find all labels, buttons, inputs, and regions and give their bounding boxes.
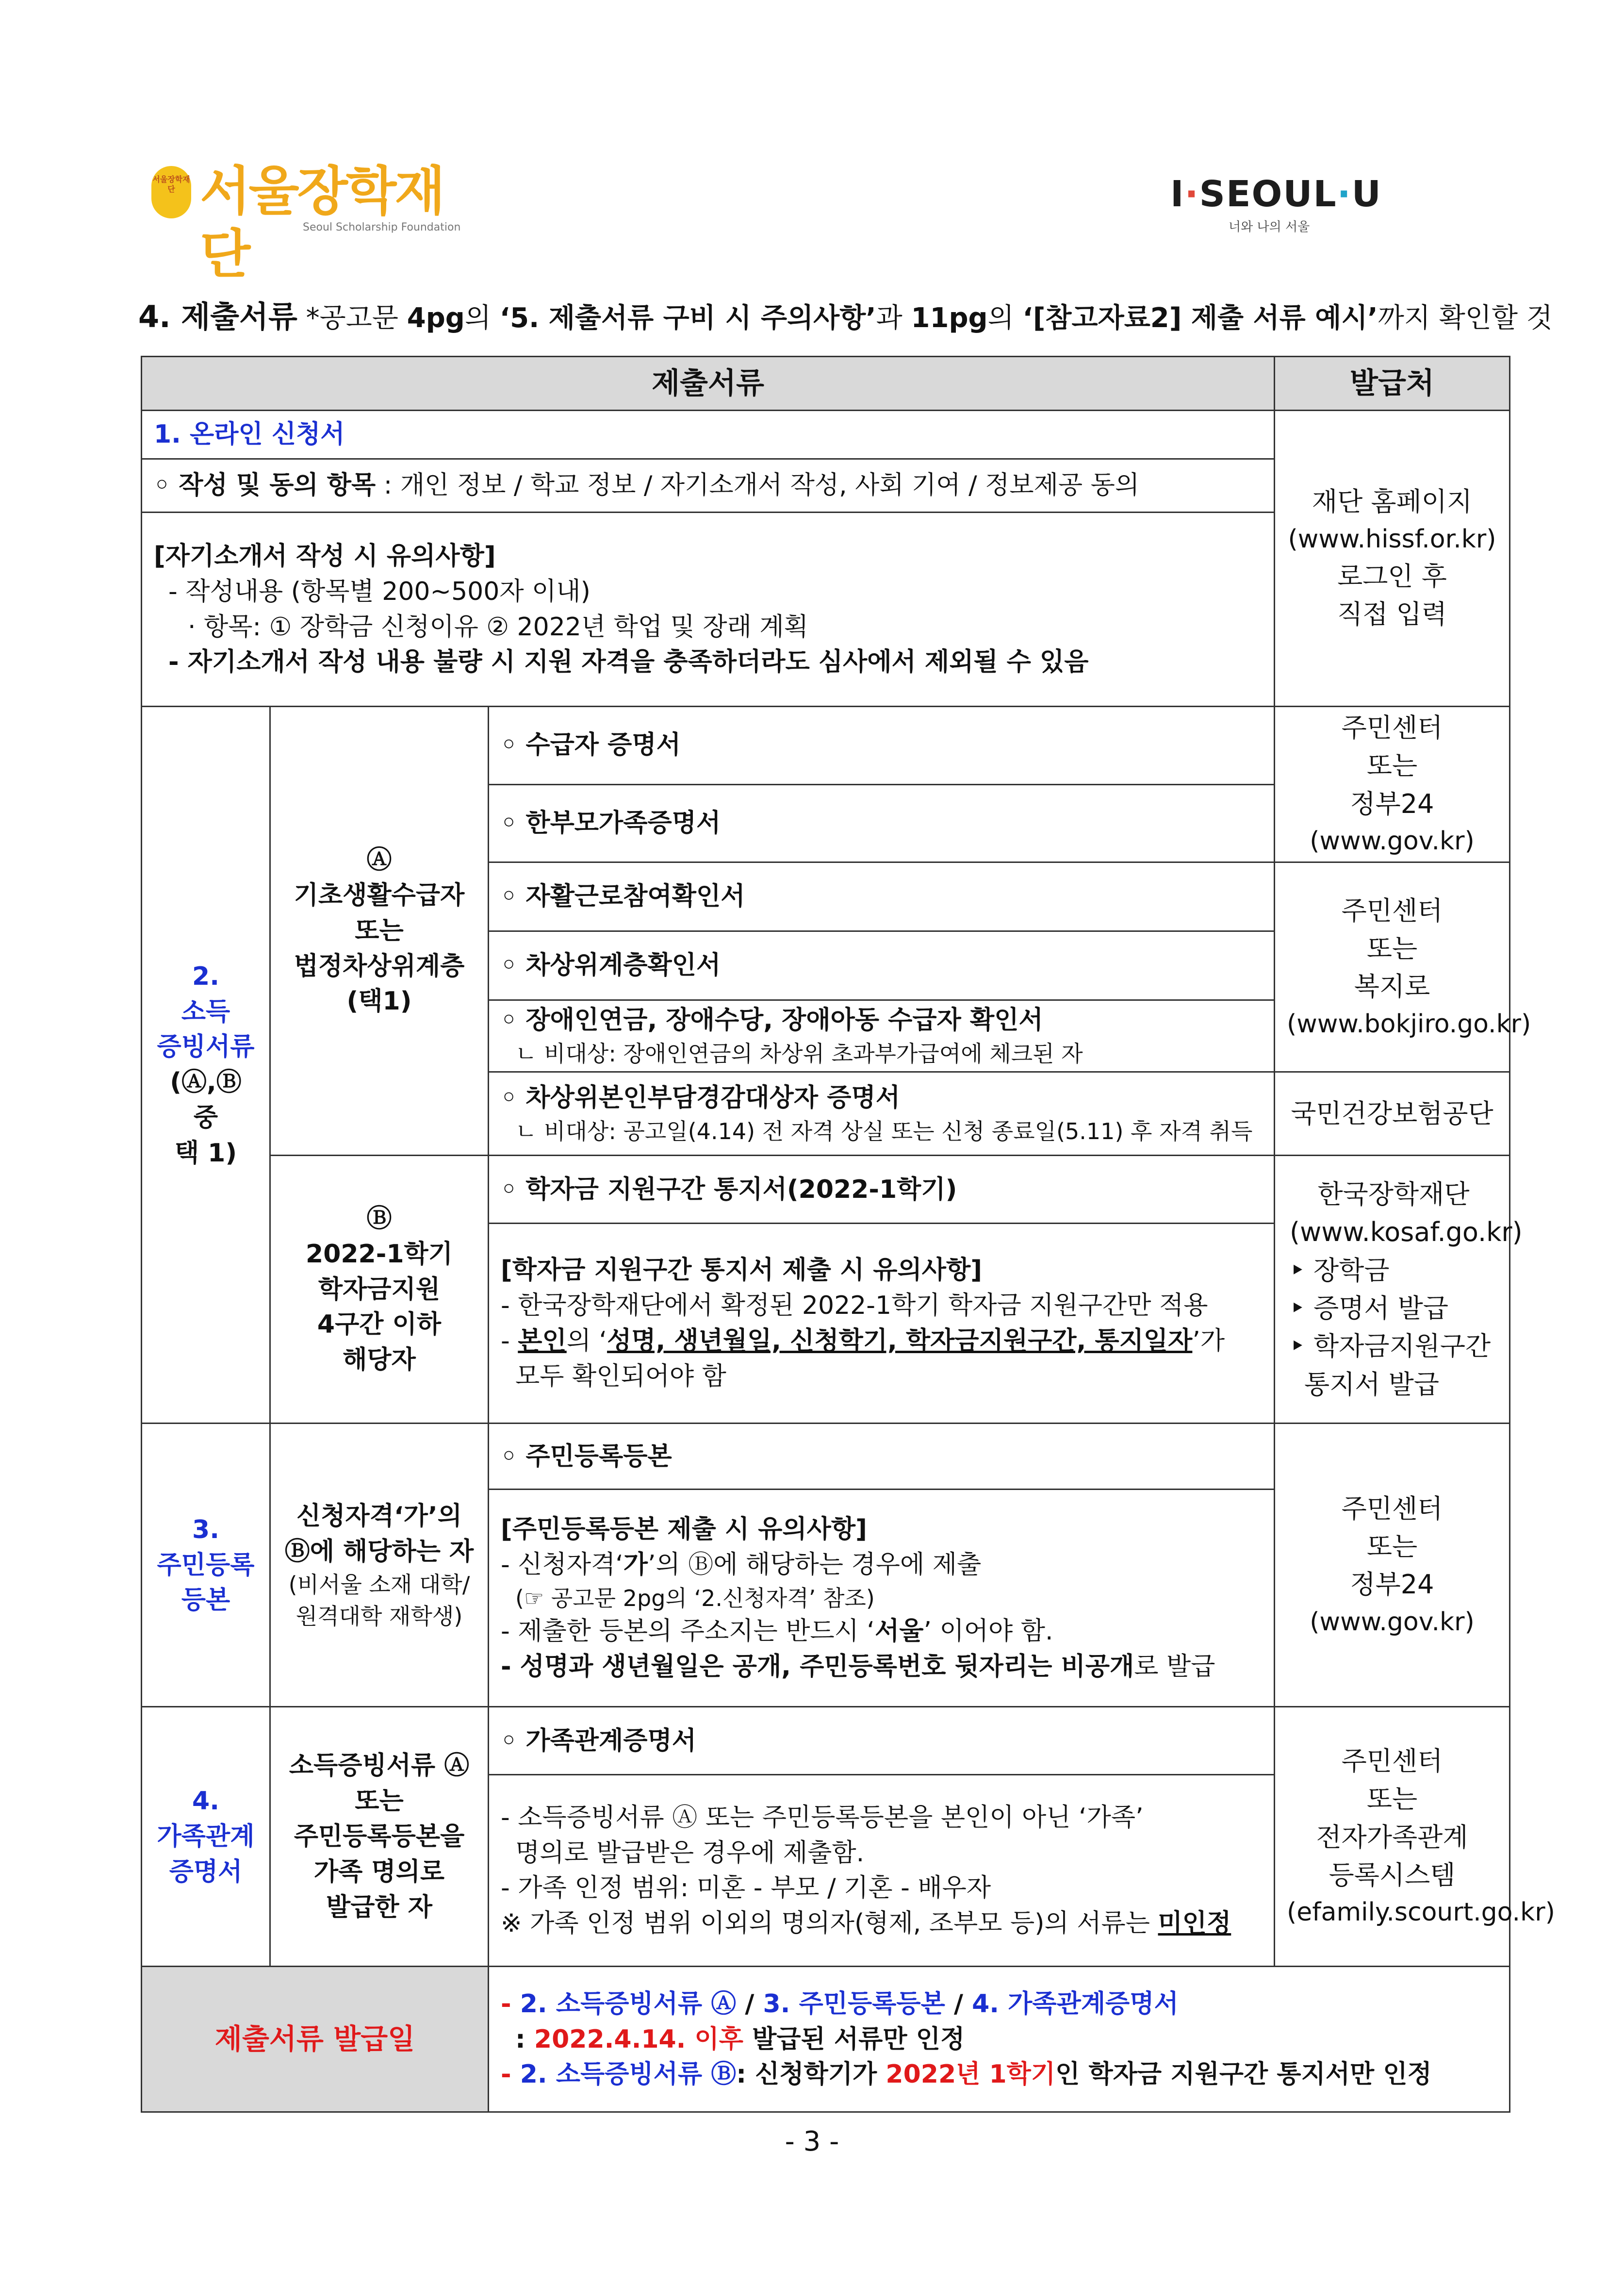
s2-issuer-a1: 주민센터 또는 정부24 (www.gov.kr) bbox=[1275, 707, 1510, 862]
table-row bbox=[142, 411, 1510, 459]
s2-group-b: Ⓑ 2022-1학기 학자금지원 4구간 이하 해당자 bbox=[270, 1156, 489, 1424]
s2-doc-near-poverty: ◦ 차상위계층확인서 bbox=[489, 931, 1275, 1000]
i-seoul-u-wordmark: I·SEOUL·U bbox=[1170, 173, 1382, 215]
s4-eligibility: 소득증빙서류 Ⓐ 또는 주민등록등본을 가족 명의로 발급한 자 bbox=[270, 1707, 489, 1967]
s2-issuer-b: 한국장학재단 (www.kosaf.go.kr) ‣ 장학금 ‣ 증명서 발급 ‣ 학자금지원구간 통지서 발급 bbox=[1275, 1156, 1510, 1424]
table-header-row bbox=[142, 357, 1510, 411]
i-seoul-u-subtitle: 너와 나의 서울 bbox=[1229, 220, 1310, 234]
header-documents: 제출서류 bbox=[142, 357, 1275, 411]
i-seoul-u-logo bbox=[1170, 172, 1394, 240]
s4-doc-family-relation: ◦ 가족관계증명서 bbox=[489, 1707, 1275, 1775]
s2-b-notes: [학자금 지원구간 통지서 제출 시 유의사항] - 한국장학재단에서 확정된 2022-1학기 학자금 지원구간만 적용 - 본인의 ‘성명, 생년월일, 신청학기, 학자금지원구간, 통지일자’가 모두 확인되어야 함 bbox=[489, 1224, 1275, 1424]
s2-doc-self-support: ◦ 자활근로참여확인서 bbox=[489, 862, 1275, 931]
s5-issue-date-rules: - 2. 소득증빙서류 Ⓐ / 3. 주민등록등본 / 4. 가족관계증명서 : 2022.4.14. 이후 발급된 서류만 인정 - 2. 소득증빙서류 Ⓑ: 신청학기가 2022년 1학기인 학자금 지원구간 통지서만 인정 bbox=[489, 1967, 1510, 2112]
header-issuer: 발급처 bbox=[1275, 357, 1510, 411]
s5-label: 제출서류 발급일 bbox=[142, 1967, 489, 2112]
s2-doc-recipient-certificate: ◦ 수급자 증명서 bbox=[489, 707, 1275, 785]
s1-title: 1. 온라인 신청서 bbox=[142, 411, 1275, 459]
table-row bbox=[142, 1707, 1510, 1775]
table-row bbox=[142, 1424, 1510, 1490]
section-heading: 4. 제출서류 *공고문 4pg의 ‘5. 제출서류 구비 시 주의사항’과 11pg의 ‘[참고자료2] 제출 서류 예시’까지 확인할 것 bbox=[138, 299, 1553, 334]
s2-doc-disability: ◦ 장애인연금, 장애수당, 장애아동 수급자 확인서 ㄴ 비대상: 장애인연금의 차상위 초과부가급여에 체크된 자 bbox=[489, 1000, 1275, 1072]
s2-issuer-a2: 주민센터 또는 복지로 (www.bokjiro.go.kr) bbox=[1275, 862, 1510, 1072]
table-row bbox=[142, 707, 1510, 785]
s1-issuer: 재단 홈페이지 (www.hissf.or.kr) 로그인 후 직접 입력 bbox=[1275, 411, 1510, 707]
s3-issuer: 주민센터 또는 정부24 (www.gov.kr) bbox=[1275, 1424, 1510, 1707]
s1-item: ◦ 작성 및 동의 항목 : 개인 정보 / 학교 정보 / 자기소개서 작성, 사회 기여 / 정보제공 동의 bbox=[142, 459, 1275, 513]
s2-doc-copay-reduction: ◦ 차상위본인부담경감대상자 증명서 ㄴ 비대상: 공고일(4.14) 전 자격 상실 또는 신청 종료일(5.11) 후 자격 취득 bbox=[489, 1072, 1275, 1156]
s3-label: 3. 주민등록 등본 bbox=[142, 1424, 270, 1707]
s2-doc-single-parent: ◦ 한부모가족증명서 bbox=[489, 784, 1275, 862]
s1-notes: [자기소개서 작성 시 유의사항] - 작성내용 (항목별 200~500자 이내) · 항목: ① 장학금 신청이유 ② 2022년 학업 및 장래 계획 - 자기소개서 작성 내용 불량 시 지원 자격을 충족하더라도 심사에서 제외될 수 있음 bbox=[142, 513, 1275, 707]
submission-documents-table bbox=[141, 356, 1555, 2113]
table-row bbox=[142, 1967, 1510, 2112]
seoul-scholarship-logo bbox=[151, 160, 462, 285]
s4-notes: - 소득증빙서류 Ⓐ 또는 주민등록등본을 본인이 아닌 ‘가족’ 명의로 발급받은 경우에 제출함. - 가족 인정 범위: 미혼 - 부모 / 기혼 - 배우자 ※ 가족 인정 범위 이외의 명의자(형제, 조부모 등)의 서류는 미인정 bbox=[489, 1775, 1275, 1967]
s2-group-a: Ⓐ 기초생활수급자 또는 법정차상위계층 (택1) bbox=[270, 707, 489, 1156]
logo-mark-icon: 서울장학재단 bbox=[151, 166, 191, 218]
logo-wordmark: 서울장학재단 bbox=[200, 161, 443, 285]
s2-doc-tuition-support-notice: ◦ 학자금 지원구간 통지서(2022-1학기) bbox=[489, 1156, 1275, 1224]
s3-eligibility: 신청자격‘가’의 Ⓑ에 해당하는 자 (비서울 소재 대학/ 원격대학 재학생) bbox=[270, 1424, 489, 1707]
s3-notes: [주민등록등본 제출 시 유의사항] - 신청자격‘가’의 Ⓑ에 해당하는 경우에 제출 (☞ 공고문 2pg의 ‘2.신청자격’ 참조) - 제출한 등본의 주소지는 반드시 ‘서울’ 이어야 함. - 성명과 생년월일은 공개, 주민등록번호 뒷자리는 비공개로 발급 bbox=[489, 1490, 1275, 1707]
page-number: - 3 - bbox=[785, 2126, 839, 2157]
s2-label: 2. 소득 증빙서류 (Ⓐ,Ⓑ 중 택 1) bbox=[142, 707, 270, 1424]
logo-subtitle: Seoul Scholarship Foundation bbox=[303, 221, 461, 233]
s2-issuer-a3: 국민건강보험공단 bbox=[1275, 1072, 1510, 1156]
s4-issuer: 주민센터 또는 전자가족관계 등록시스템 (efamily.scourt.go.kr) bbox=[1275, 1707, 1510, 1967]
s4-label: 4. 가족관계 증명서 bbox=[142, 1707, 270, 1967]
table-row bbox=[142, 1156, 1510, 1224]
s3-doc-resident-registration: ◦ 주민등록등본 bbox=[489, 1424, 1275, 1490]
